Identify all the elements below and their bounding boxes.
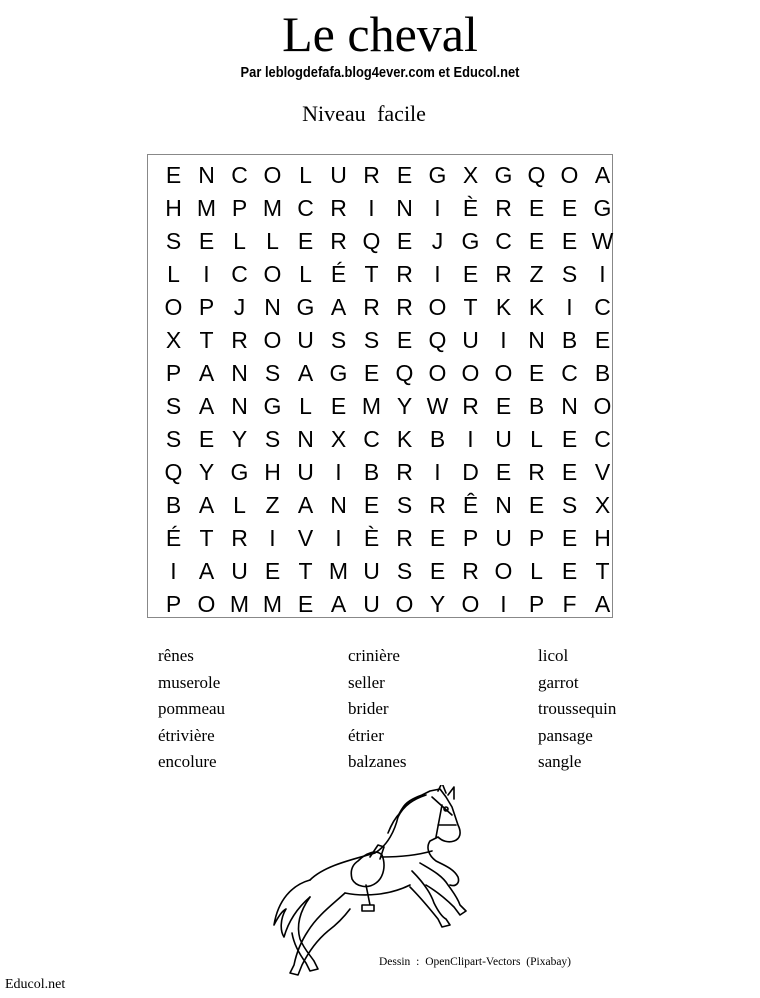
word-list-item: seller (348, 672, 385, 692)
grid-cell: O (428, 360, 447, 386)
word-list-item: crinière (348, 646, 400, 665)
grid-cell: V (297, 525, 314, 551)
grid-cell: E (297, 591, 314, 617)
grid-cell: Q (164, 459, 183, 485)
grid-cell: I (599, 261, 606, 287)
grid-cell: L (266, 228, 279, 254)
grid-cell: O (263, 327, 282, 353)
grid-cell: A (297, 360, 314, 386)
grid-cell: R (396, 459, 413, 485)
grid-cell: C (594, 426, 611, 452)
grid-cell: R (363, 294, 380, 320)
grid-cell: S (396, 558, 413, 584)
grid-cell: A (198, 360, 215, 386)
word-list-item: garrot (538, 672, 579, 692)
grid-cell: Z (529, 261, 544, 287)
grid-cell: I (203, 261, 210, 287)
grid-cell: J (431, 228, 444, 254)
grid-cell: G (296, 294, 315, 320)
grid-cell: N (264, 294, 281, 320)
grid-cell: S (264, 426, 281, 452)
grid-cell: A (198, 558, 215, 584)
grid-cell: U (297, 459, 314, 485)
grid-cell: N (231, 393, 248, 419)
grid-cell: Y (429, 591, 446, 617)
grid-cell: I (335, 459, 342, 485)
grid-cell: O (461, 360, 480, 386)
grid-cell: N (198, 162, 215, 188)
grid-cell: S (264, 360, 281, 386)
grid-cell: E (297, 228, 314, 254)
word-list-item: encolure (158, 752, 217, 772)
grid-cell: L (299, 261, 312, 287)
grid-cell: R (462, 393, 479, 419)
grid-cell: E (429, 558, 446, 584)
grid-cell: U (363, 591, 380, 617)
grid-cell: N (396, 195, 413, 221)
grid-cell: B (165, 492, 182, 518)
grid-cell: C (594, 294, 611, 320)
grid-cell: I (434, 459, 441, 485)
grid-cell: A (594, 162, 611, 188)
grid-cell: H (264, 459, 281, 485)
grid-cell: C (363, 426, 380, 452)
grid-cell: E (198, 426, 215, 452)
word-list-item: rênes (158, 646, 194, 665)
grid-cell: R (528, 459, 545, 485)
grid-cell: T (595, 558, 610, 584)
grid-cell: E (363, 360, 380, 386)
grid-cell: C (297, 195, 314, 221)
grid-cell: G (494, 162, 513, 188)
grid-cell: M (328, 558, 349, 584)
grid-cell: I (368, 195, 375, 221)
grid-cell: O (395, 591, 414, 617)
grid-cell: E (363, 492, 380, 518)
grid-cell: O (428, 294, 447, 320)
grid-cell: M (196, 195, 217, 221)
grid-cell: E (396, 228, 413, 254)
grid-cell: P (165, 360, 182, 386)
grid-cell: S (165, 426, 182, 452)
word-list-item: pansage (538, 725, 593, 745)
grid-cell: S (561, 492, 578, 518)
grid-cell: O (560, 162, 579, 188)
grid-cell: C (495, 228, 512, 254)
grid-cell: Q (395, 360, 414, 386)
page-subtitle: Par leblogdefafa.blog4ever.com et Educol.net (240, 64, 520, 81)
grid-cell: T (199, 525, 214, 551)
grid-cell: E (594, 327, 611, 353)
grid-cell: E (198, 228, 215, 254)
grid-cell: A (330, 591, 347, 617)
grid-cell: G (593, 195, 612, 221)
grid-cell: A (198, 492, 215, 518)
grid-cell: P (462, 525, 479, 551)
grid-cell: M (361, 393, 382, 419)
illustration-credit: Dessin : OpenClipart-Vectors (Pixabay) (379, 956, 572, 968)
grid-cell: P (528, 525, 545, 551)
grid-cell: M (262, 591, 283, 617)
grid-cell: E (561, 525, 578, 551)
grid-cell: T (463, 294, 478, 320)
page-title: Le cheval (282, 6, 478, 62)
grid-cell: Q (362, 228, 381, 254)
grid-cell: N (297, 426, 314, 452)
grid-cell: E (561, 459, 578, 485)
grid-cell: I (170, 558, 177, 584)
grid-cell: O (197, 591, 216, 617)
grid-cell: B (594, 360, 611, 386)
grid-cell: U (330, 162, 347, 188)
grid-cell: L (233, 228, 246, 254)
grid-cell: T (298, 558, 313, 584)
footer-brand: Educol.net (5, 977, 66, 992)
grid-cell: I (500, 327, 507, 353)
grid-cell: G (428, 162, 447, 188)
grid-cell: E (561, 228, 578, 254)
word-search-grid (147, 154, 613, 618)
grid-cell: E (462, 261, 479, 287)
grid-cell: Z (265, 492, 280, 518)
grid-cell: B (429, 426, 446, 452)
grid-cell: I (566, 294, 573, 320)
grid-cell: L (233, 492, 246, 518)
grid-cell: A (594, 591, 611, 617)
grid-cell: R (363, 162, 380, 188)
grid-cell: I (269, 525, 276, 551)
grid-cell: È (363, 525, 380, 551)
grid-cell: N (330, 492, 347, 518)
grid-cell: X (594, 492, 611, 518)
grid-cell: H (594, 525, 611, 551)
grid-cell: E (330, 393, 347, 419)
grid-cell: E (528, 195, 545, 221)
grid-cell: E (264, 558, 281, 584)
grid-cell: P (231, 195, 248, 221)
grid-cell: J (233, 294, 246, 320)
grid-cell: A (297, 492, 314, 518)
grid-cell: R (231, 327, 248, 353)
grid-cell: U (462, 327, 479, 353)
grid-cell: U (495, 426, 512, 452)
grid-cell: K (528, 294, 545, 320)
word-list-item: pommeau (158, 699, 226, 719)
grid-cell: C (231, 162, 248, 188)
grid-cell: E (495, 393, 512, 419)
grid-cell: A (198, 393, 215, 419)
grid-cell: E (396, 162, 413, 188)
grid-cell: B (363, 459, 380, 485)
grid-cell: X (330, 426, 347, 452)
grid-cell: G (263, 393, 282, 419)
grid-cell: S (363, 327, 380, 353)
grid-cell: K (396, 426, 413, 452)
grid-cell: Y (198, 459, 215, 485)
grid-cell: E (561, 195, 578, 221)
grid-cell: P (198, 294, 215, 320)
grid-cell: S (396, 492, 413, 518)
grid-cell: W (591, 228, 614, 254)
grid-cell: Q (527, 162, 546, 188)
grid-cell: L (299, 162, 312, 188)
grid-cell: U (495, 525, 512, 551)
grid-cell: F (562, 591, 577, 617)
grid-cell: I (434, 261, 441, 287)
grid-cell: O (494, 360, 513, 386)
grid-cell: I (500, 591, 507, 617)
grid-cell: R (396, 525, 413, 551)
grid-cell: R (396, 261, 413, 287)
difficulty-level: Niveau facile (302, 101, 426, 126)
grid-cell: Y (396, 393, 413, 419)
grid-cell: E (396, 327, 413, 353)
grid-cell: B (561, 327, 578, 353)
grid-cell: W (426, 393, 449, 419)
grid-cell: É (165, 525, 182, 551)
grid-cell: U (297, 327, 314, 353)
grid-cell: P (165, 591, 182, 617)
grid-cell: R (396, 294, 413, 320)
word-list-item: sangle (538, 752, 582, 772)
grid-cell: S (330, 327, 347, 353)
grid-cell: G (329, 360, 348, 386)
word-list-item: brider (348, 699, 389, 719)
grid-cell: X (462, 162, 479, 188)
grid-cell: I (434, 195, 441, 221)
grid-cell: L (530, 558, 543, 584)
grid-cell: R (330, 228, 347, 254)
word-list-item: étrivière (158, 725, 215, 745)
grid-cell: D (462, 459, 479, 485)
grid-cell: C (561, 360, 578, 386)
grid-cell: R (495, 195, 512, 221)
grid-cell: V (594, 459, 611, 485)
grid-cell: P (528, 591, 545, 617)
grid-cell: Y (231, 426, 248, 452)
grid-cell: L (530, 426, 543, 452)
grid-cell: R (495, 261, 512, 287)
grid-cell: C (231, 261, 248, 287)
grid-cell: O (461, 591, 480, 617)
grid-cell: H (165, 195, 182, 221)
grid-cell: E (528, 228, 545, 254)
word-list (158, 646, 678, 779)
grid-cell: O (593, 393, 612, 419)
grid-cell: K (495, 294, 512, 320)
grid-cell: T (364, 261, 379, 287)
grid-cell: E (528, 492, 545, 518)
grid-cell: E (495, 459, 512, 485)
grid-cell: O (263, 162, 282, 188)
grid-cell: R (462, 558, 479, 584)
grid-cell: T (199, 327, 214, 353)
grid-cell: É (330, 261, 347, 287)
grid-cell: N (231, 360, 248, 386)
horse-icon (270, 785, 475, 985)
grid-cell: R (231, 525, 248, 551)
grid-cell: E (165, 162, 182, 188)
grid-cell: G (230, 459, 249, 485)
grid-cell: M (262, 195, 283, 221)
grid-cell: Ê (462, 492, 479, 518)
grid-cell: G (461, 228, 480, 254)
grid-cell: N (495, 492, 512, 518)
grid-cell: E (561, 426, 578, 452)
grid-cell: L (167, 261, 180, 287)
grid-cell: O (263, 261, 282, 287)
word-list-item: licol (538, 646, 569, 665)
grid-cell: E (429, 525, 446, 551)
grid-cell: X (165, 327, 182, 353)
grid-cell: E (561, 558, 578, 584)
grid-cell: R (429, 492, 446, 518)
grid-cell: U (363, 558, 380, 584)
grid-cell: Q (428, 327, 447, 353)
word-list-item: étrier (348, 725, 384, 745)
grid-cell: M (229, 591, 250, 617)
grid-cell: O (164, 294, 183, 320)
grid-cell: I (467, 426, 474, 452)
grid-cell: L (299, 393, 312, 419)
word-list-item: balzanes (348, 752, 407, 772)
grid-cell: N (561, 393, 578, 419)
grid-cell: B (528, 393, 545, 419)
grid-cell: S (165, 393, 182, 419)
grid-cell: U (231, 558, 248, 584)
grid-cell: È (462, 195, 479, 221)
grid-cell: E (528, 360, 545, 386)
grid-cell: N (528, 327, 545, 353)
grid-cell: R (330, 195, 347, 221)
word-list-item: troussequin (538, 699, 617, 719)
grid-cell: A (330, 294, 347, 320)
grid-cell: I (335, 525, 342, 551)
grid-cell: O (494, 558, 513, 584)
grid-cell: S (561, 261, 578, 287)
grid-cell: S (165, 228, 182, 254)
word-list-item: muserole (158, 672, 221, 692)
